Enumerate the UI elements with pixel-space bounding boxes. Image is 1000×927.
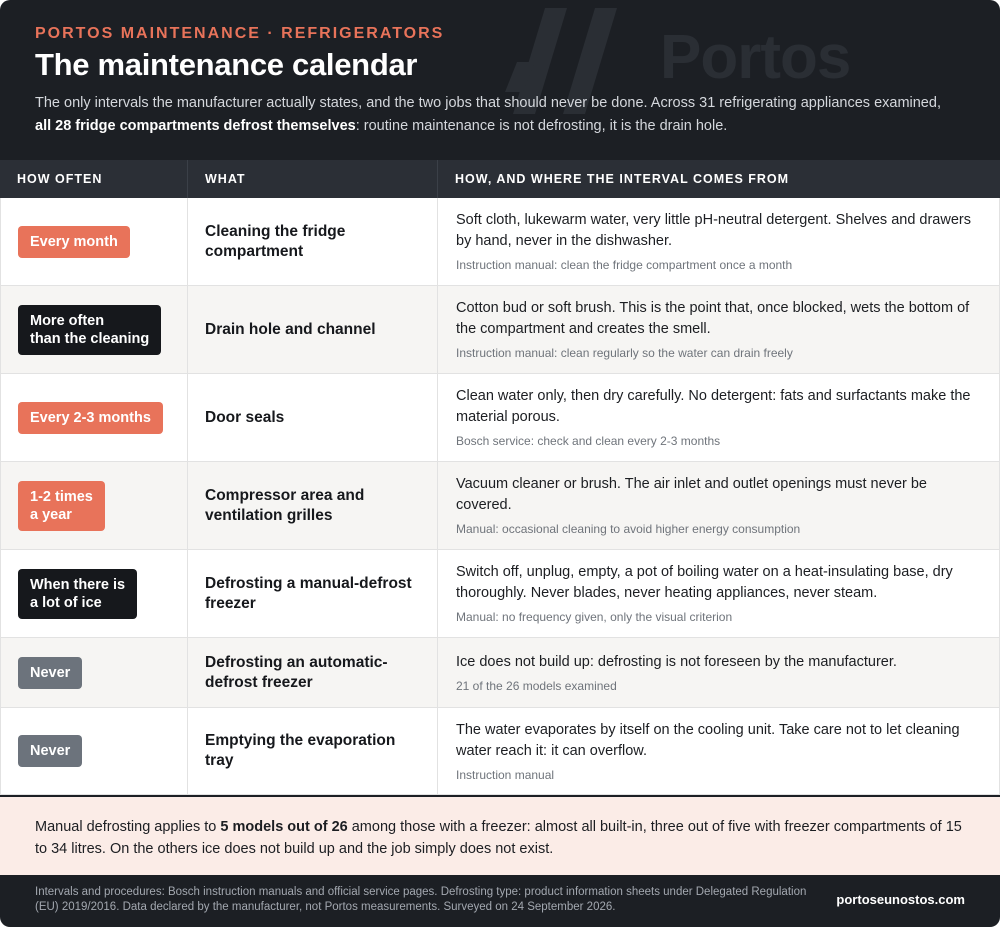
page-title: The maintenance calendar (35, 47, 418, 82)
frequency-badge: Never (18, 735, 82, 767)
procedure-text: Ice does not build up: defrosting is not foreseen by the manufacturer. (456, 653, 897, 670)
task-name: Compressor area and ventilation grilles (205, 486, 365, 524)
frequency-cell (0, 638, 187, 707)
procedure-cell (437, 708, 1000, 794)
procedure-cell (437, 462, 1000, 549)
frequency-cell (0, 550, 187, 637)
note-box: Manual defrosting applies to 5 models out of 26 among those with a freezer: almost all built-in, three out of five with freezer compartments of 15 to 34 litres. On the others ice does not build up and the job simply does not exist. (0, 795, 1000, 875)
task-name: Door seals (205, 408, 285, 426)
table-row (0, 708, 1000, 795)
task-cell (187, 462, 437, 549)
task-cell (187, 638, 437, 707)
intro-highlight: all 28 fridge compartments defrost themselves (35, 118, 356, 134)
interval-source: 21 of the 26 models examined (456, 678, 617, 693)
frequency-badge: Every 2-3 months (18, 402, 163, 434)
note-highlight: 5 models out of 26 (220, 819, 348, 835)
task-cell (187, 286, 437, 373)
procedure-cell (437, 286, 1000, 373)
procedure-cell (437, 198, 1000, 285)
frequency-badge: Every month (18, 226, 130, 258)
frequency-badge: 1-2 times a year (18, 481, 105, 531)
procedure-text: Switch off, unplug, empty, a pot of boiling water on a heat-insulating base, dry thoroughly. Never blades, never heating appliances, never steam. (456, 564, 953, 601)
procedure-cell (437, 374, 1000, 461)
frequency-cell (0, 286, 187, 373)
task-cell (187, 550, 437, 637)
footer (0, 875, 1000, 927)
frequency-cell (0, 462, 187, 549)
task-name: Emptying the evaporation tray (205, 732, 396, 769)
procedure-text: Soft cloth, lukewarm water, very little pH-neutral detergent. Shelves and drawers by hand, never in the dishwasher. (456, 212, 971, 249)
frequency-cell (0, 708, 187, 794)
table-row (0, 374, 1000, 462)
column-header-how-often: HOW OFTEN (17, 172, 103, 186)
frequency-badge: When there is a lot of ice (18, 569, 137, 619)
interval-source: Instruction manual: clean regularly so the water can drain freely (456, 346, 793, 360)
procedure-text: Vacuum cleaner or brush. The air inlet and outlet openings must never be covered. (456, 476, 927, 513)
interval-source: Manual: occasional cleaning to avoid higher energy consumption (456, 522, 801, 536)
table-row (0, 550, 1000, 638)
table-row (0, 198, 1000, 286)
table-row (0, 462, 1000, 550)
frequency-cell (0, 198, 187, 285)
frequency-badge: Never (18, 657, 82, 689)
intro-text: The only intervals the manufacturer actually states, and the two jobs that should never be done. Across 31 refrigerating appliances examined, all 28 fridge compartments defrost themselves: routine maintenance is not defrosting, it is the drain hole. (35, 95, 941, 134)
procedure-text: Clean water only, then dry carefully. No detergent: fats and surfactants make the material porous. (456, 388, 971, 425)
frequency-cell (0, 374, 187, 461)
task-cell (187, 374, 437, 461)
column-header-what: WHAT (187, 160, 437, 198)
interval-source: Instruction manual: clean the fridge compartment once a month (456, 258, 793, 272)
kicker: PORTOS MAINTENANCE · REFRIGERATORS (35, 25, 445, 42)
interval-source: Instruction manual (456, 767, 555, 782)
procedure-text: Cotton bud or soft brush. This is the point that, once blocked, wets the bottom of the compartment and creates the smell. (456, 300, 970, 337)
interval-source: Bosch service: check and clean every 2-3 months (456, 434, 721, 448)
footer-sources: Intervals and procedures: Bosch instruction manuals and official service pages. Defrosting type: product information sheets under Delegated Regulation (EU) 2019/2016. Data declared by the manufacturer, not Portos measurements. Surveyed on 24 September 2026. (35, 886, 807, 913)
frequency-badge: More often than the cleaning (18, 305, 161, 355)
table-row (0, 638, 1000, 708)
interval-source: Manual: no frequency given, only the visual criterion (456, 610, 733, 624)
task-name: Cleaning the fridge compartment (205, 222, 346, 260)
procedure-cell (437, 550, 1000, 637)
table-header (0, 160, 1000, 198)
task-cell (187, 198, 437, 285)
column-header-how: HOW, AND WHERE THE INTERVAL COMES FROM (437, 160, 1000, 198)
header (0, 0, 1000, 160)
task-name: Drain hole and channel (205, 320, 376, 338)
footer-site-link[interactable]: portoseunostos.com (836, 892, 965, 907)
table-row (0, 286, 1000, 374)
procedure-cell (437, 638, 1000, 707)
portos-watermark: Portos (660, 23, 851, 92)
task-name: Defrosting a manual-defrost freezer (205, 574, 412, 612)
task-name: Defrosting an automatic-defrost freezer (205, 653, 388, 691)
procedure-text: The water evaporates by itself on the cooling unit. Take care not to let cleaning water reach it: it can overflow. (456, 721, 960, 759)
task-cell (187, 708, 437, 794)
